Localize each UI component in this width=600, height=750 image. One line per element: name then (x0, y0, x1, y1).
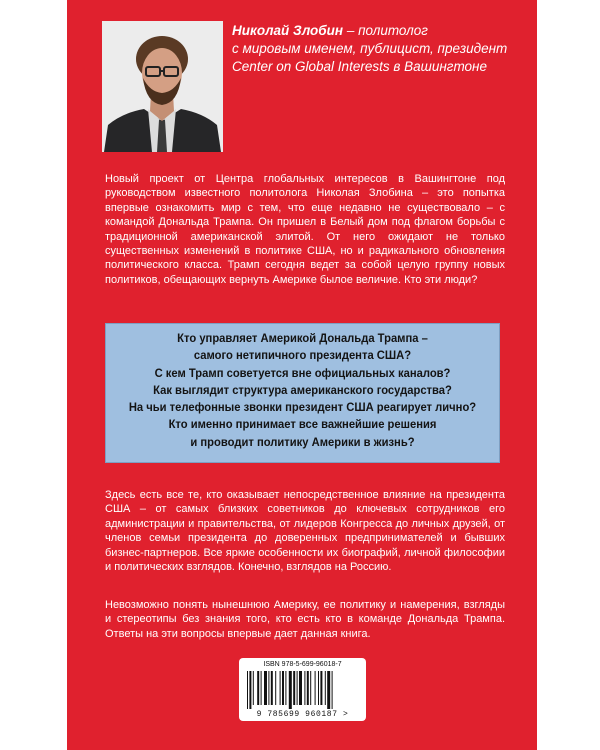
barcode-bar (282, 671, 284, 705)
intro-paragraph: Новый проект от Центра глобальных интересов в Вашингтоне под руководством известного политолога Николая Злобина – это попытка впервые ознакомить мир с тем, что еще недавно не существовало – с командой Дональда Трампа. Он пришел в Белый дом под флагом борьбы с традиционной американской элитой. От него ожидают не только существенных изменений в политике США, но и радикального обновления политического класса. Трамп сегодня ведет за собой целую группу новых политиков, обещающих вернуть Америке былое величие. Кто эти люди? (105, 173, 505, 286)
barcode-bar (249, 671, 251, 709)
barcode-bar (268, 671, 269, 705)
closing-paragraph: Невозможно понять нынешнюю Америку, ее политику и намерения, взгляды и стереотипы без знания того, кто есть кто в команде Дональда Трампа. Ответы на эти вопросы впервые дает данная книга. (105, 599, 505, 640)
barcode-bar (325, 671, 326, 705)
question-line: Кто управляет Америкой Дональда Трампа – (177, 331, 428, 345)
author-bio-line3: Center on Global Interests в Вашингтоне (232, 59, 487, 74)
barcode-bar (261, 671, 262, 705)
author-bio (232, 22, 522, 76)
question-line: Как выглядит структура американского государства? (153, 382, 452, 397)
barcode-bar (307, 671, 309, 705)
barcode-bar (253, 671, 254, 705)
author-portrait-image (102, 21, 223, 152)
ean-digits: 9 785699 960187 > (256, 710, 349, 719)
author-bio-line1 (232, 22, 522, 40)
barcode-bar (315, 671, 316, 705)
barcode-bar (318, 671, 319, 705)
barcode-bar (293, 671, 295, 705)
questions-box (105, 323, 500, 463)
author-name: Николай Злобин (232, 23, 344, 38)
question-line: и проводит политику Америки в жизнь? (190, 434, 415, 449)
question-line: Кто именно принимает все важнейшие решения (168, 417, 437, 432)
barcode-bar (271, 671, 273, 705)
barcode-bar (247, 671, 248, 709)
author-photo (102, 21, 223, 152)
barcode-bar (299, 671, 302, 705)
barcode-bar (320, 671, 322, 705)
barcode-bars-icon (247, 671, 358, 709)
author-title: – политолог (343, 23, 428, 38)
barcode-bar (327, 671, 330, 709)
question-line: На чьи телефонные звонки президент США реагирует лично? (128, 400, 477, 415)
barcode-label (239, 658, 366, 721)
barcode-bar (257, 671, 259, 705)
barcode-bar (275, 671, 276, 705)
back-cover (67, 0, 537, 750)
question-line: самого нетипичного президента США? (193, 348, 412, 363)
details-paragraph: Здесь есть все те, кто оказывает непосредственное влияние на президента США – от самых близких советников до ключевых сотрудников его администрации и правительства, от лидеров Конгресса до личных друзей, от членов семьи президента до доверенных предпринимателей и бывших бизнес-партнеров. Все яркие особенности их биографий, личной философии и политических взглядов. Конечно, взглядов на Россию. (105, 489, 505, 574)
author-bio-line2: с мировым именем, публицист, президент (232, 41, 508, 56)
barcode-bar (297, 671, 298, 705)
question-line: С кем Трамп советуется вне официальных каналов? (154, 365, 451, 380)
isbn-text: ISBN 978-5-699-96018-7 (263, 661, 342, 668)
barcode-bar (289, 671, 292, 709)
barcode-bar (304, 671, 305, 705)
barcode-bar (285, 671, 286, 705)
barcode-bar (280, 671, 281, 705)
barcode-bar (332, 671, 333, 709)
barcode-bar (264, 671, 267, 705)
barcode-bar (310, 671, 311, 705)
